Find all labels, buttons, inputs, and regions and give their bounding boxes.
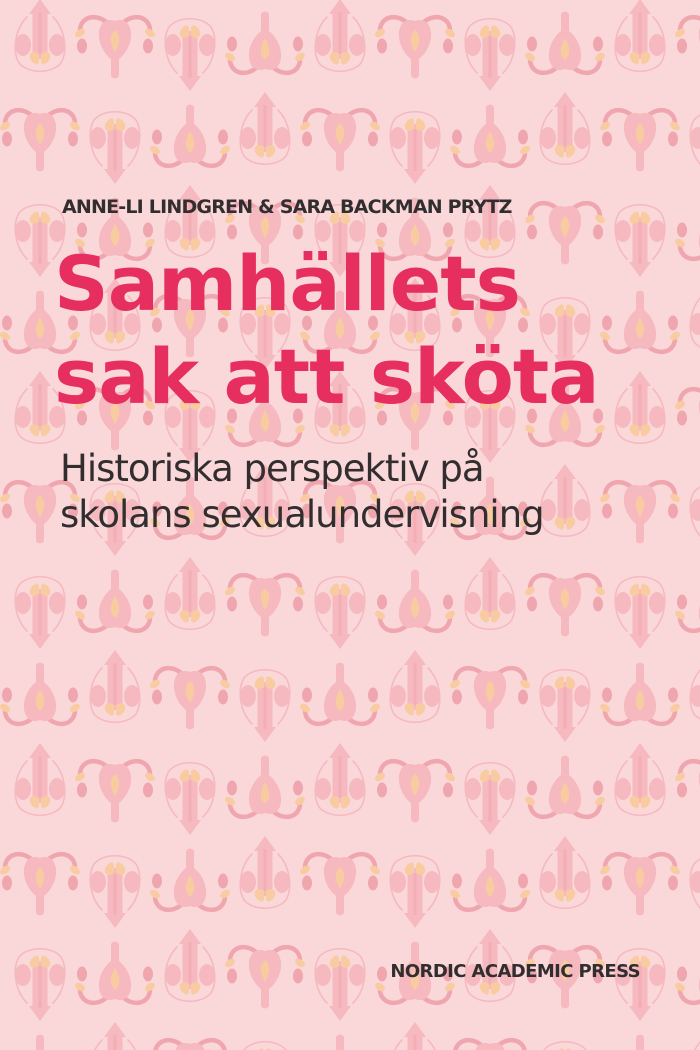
subtitle-line-2: skolans sexualundervisning — [60, 493, 544, 536]
book-title — [54, 237, 599, 423]
author-names: ANNE-LI LINDGREN & SARA BACKMAN PRYTZ — [62, 196, 512, 218]
book-subtitle — [60, 446, 544, 538]
title-line-1: Samhällets — [54, 239, 520, 328]
subtitle-line-1: Historiska perspektiv på — [60, 447, 484, 490]
publisher-name: NORDIC ACADEMIC PRESS — [390, 961, 640, 982]
title-line-2: sak att sköta — [54, 332, 599, 421]
